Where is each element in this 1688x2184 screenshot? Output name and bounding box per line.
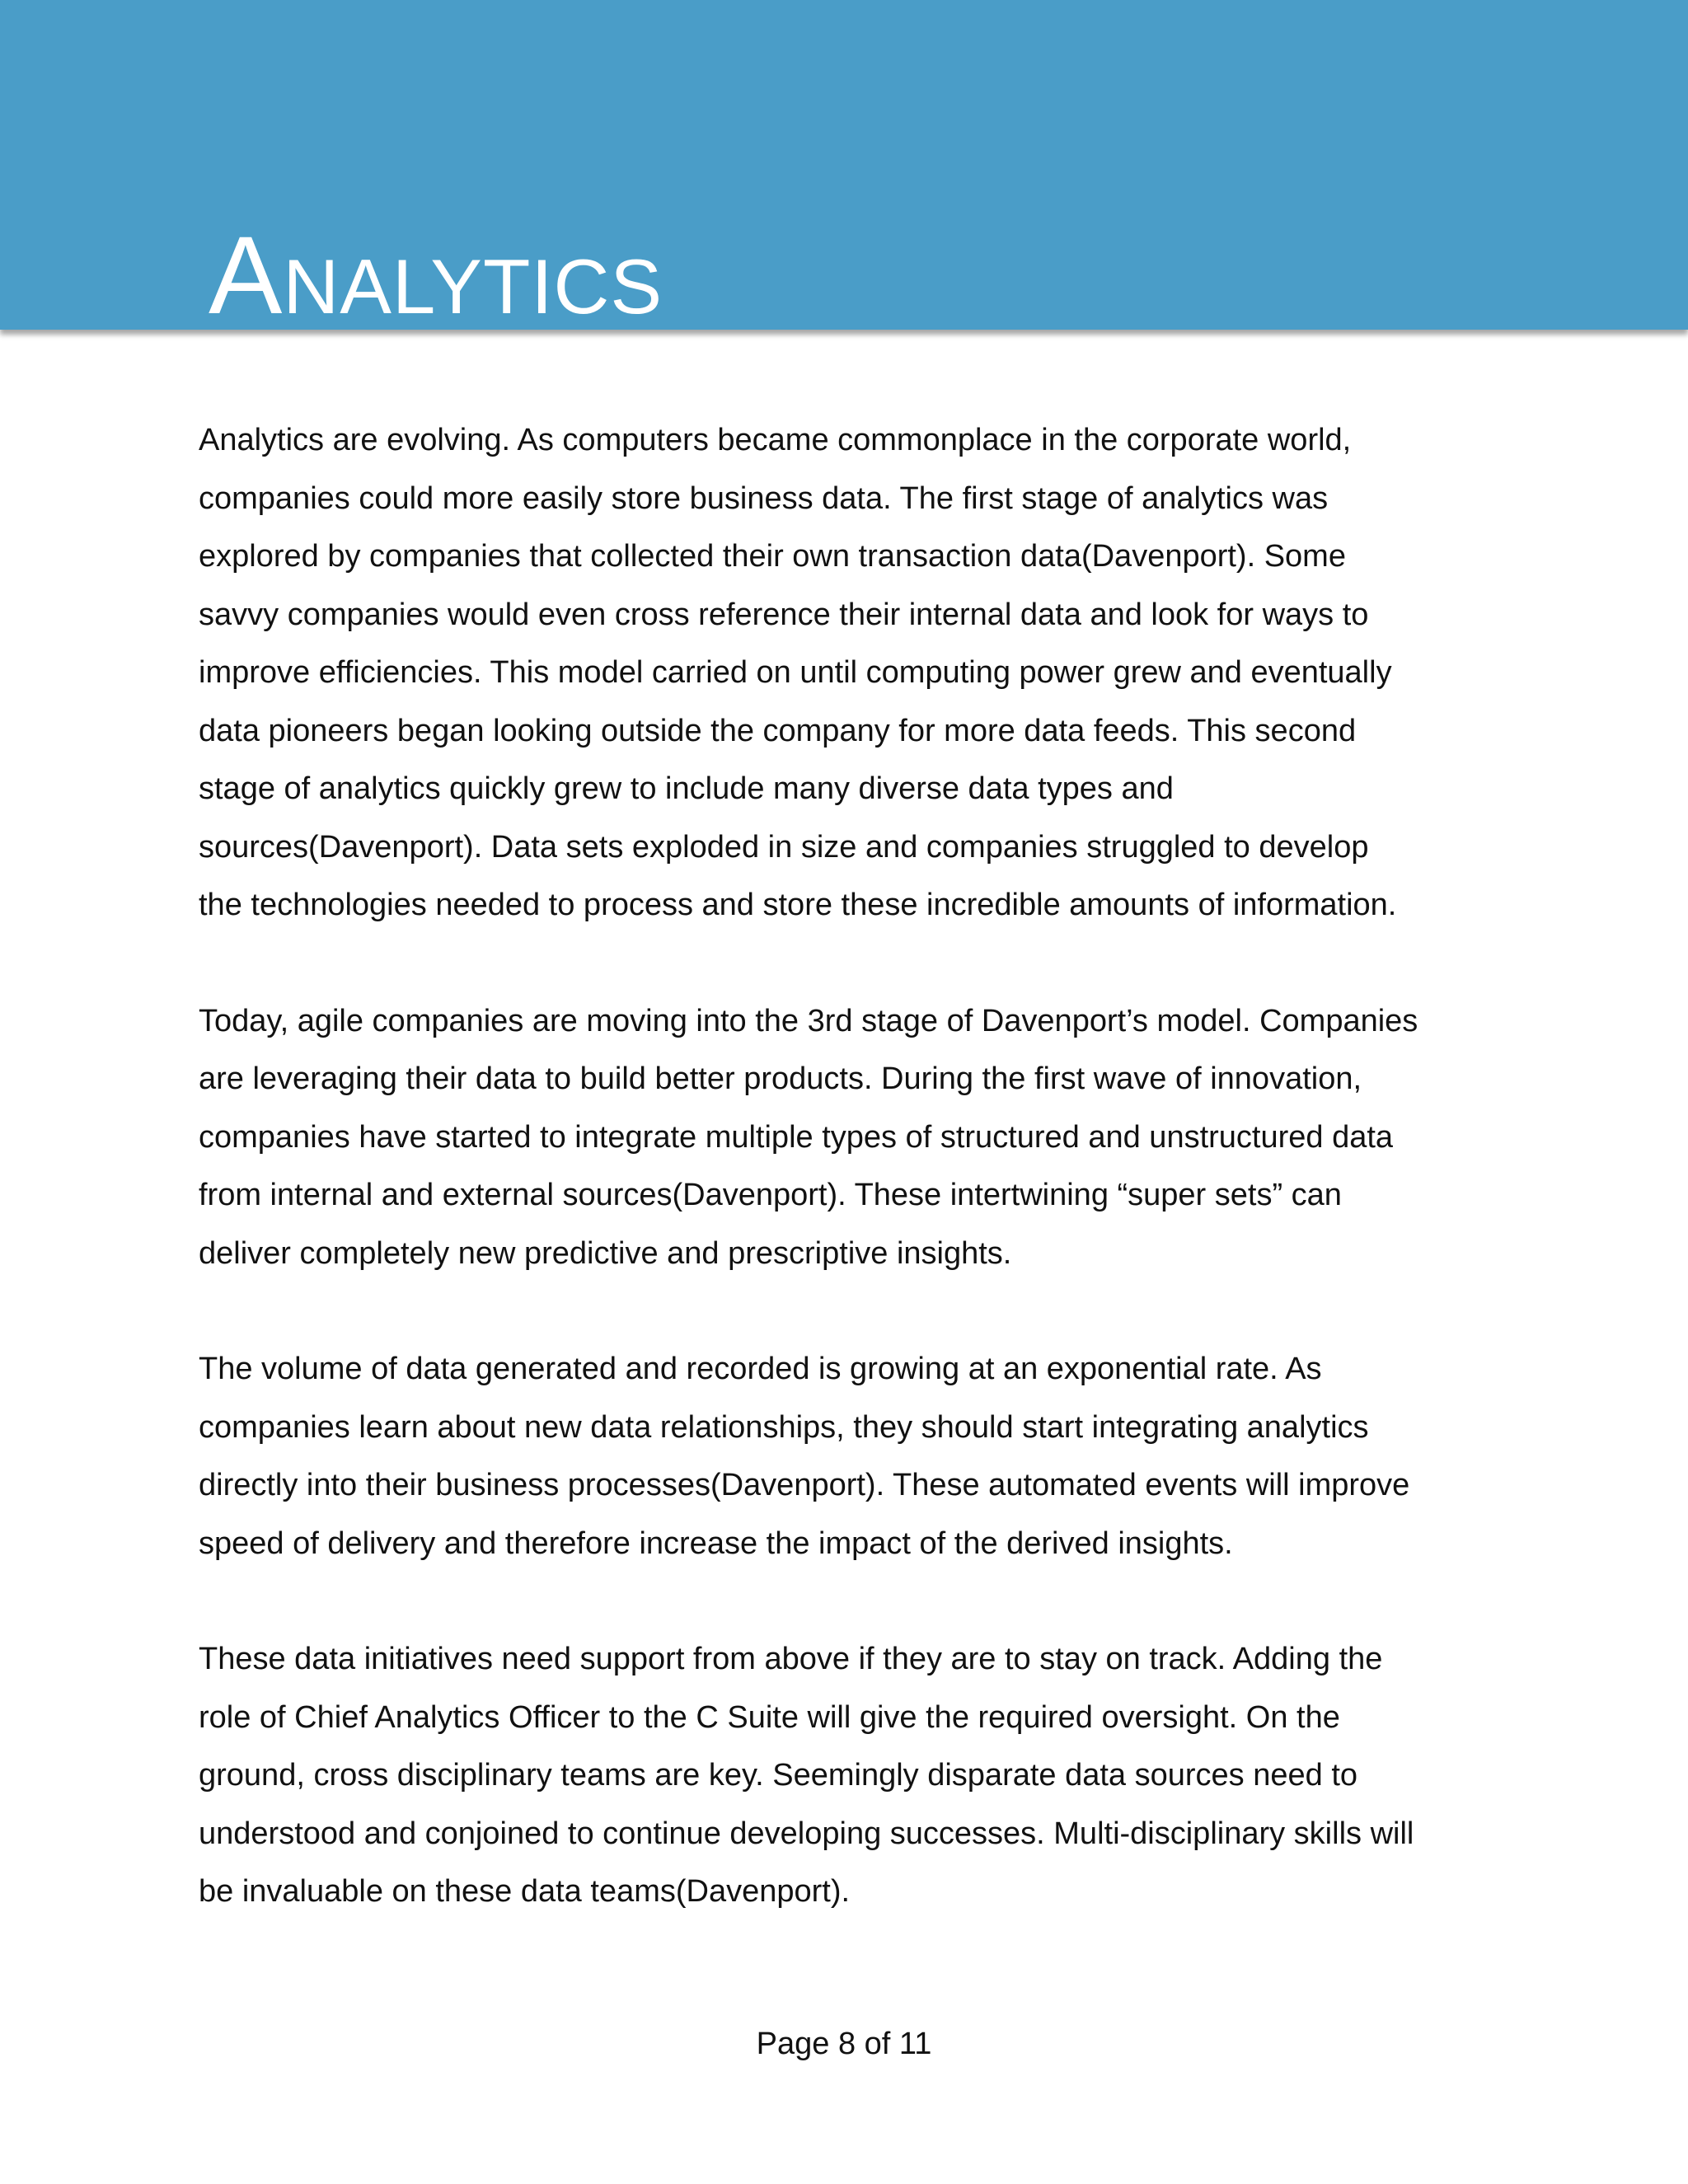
body-text xyxy=(199,411,1517,1979)
paragraph-1 xyxy=(199,411,1517,935)
text-line: The volume of data generated and recorded is growing at an exponential rate. As xyxy=(199,1352,1322,1386)
text-line: companies learn about new data relationships, they should start integrating analytics xyxy=(199,1409,1369,1445)
paragraph-4 xyxy=(199,1630,1517,1921)
text-line: Today, agile companies are moving into the 3rd stage of Davenport’s model. Companies xyxy=(199,1003,1418,1038)
text-line: data pioneers began looking outside the company for more data feeds. This second xyxy=(199,713,1357,748)
text-line: Analytics are evolving. As computers became commonplace in the corporate world, xyxy=(199,423,1352,457)
page-number: Page 8 of 11 xyxy=(756,2027,932,2061)
text-line: speed of delivery and therefore increase the impact of the derived insights. xyxy=(199,1526,1233,1561)
paragraph-3 xyxy=(199,1340,1517,1572)
text-line: companies could more easily store business data. The first stage of analytics was xyxy=(199,480,1329,516)
text-line: are leveraging their data to build better products. During the first wave of innovation, xyxy=(199,1062,1362,1096)
text-line: explored by companies that collected their own transaction data(Davenport). Some xyxy=(199,539,1346,574)
text-line: savvy companies would even cross reference their internal data and look for ways to xyxy=(199,597,1369,632)
text-line: be invaluable on these data teams(Davenport). xyxy=(199,1874,851,1909)
text-line: sources(Davenport). Data sets exploded in size and companies struggled to develop xyxy=(199,829,1369,865)
text-line: ground, cross disciplinary teams are key. Seemingly disparate data sources need to xyxy=(199,1758,1358,1793)
text-line: from internal and external sources(Davenport). These intertwining “super sets” can xyxy=(199,1178,1342,1212)
text-line: understood and conjoined to continue developing successes. Multi-disciplinary skills will xyxy=(199,1816,1414,1851)
text-line: companies have started to integrate multiple types of structured and unstructured data xyxy=(199,1119,1394,1155)
text-line: directly into their business processes(Davenport). These automated events will improve xyxy=(199,1468,1410,1502)
page-title: Analytics xyxy=(209,214,663,337)
text-line: These data initiatives need support from above if they are to stay on track. Adding the xyxy=(199,1642,1383,1676)
text-line: improve efficiencies. This model carried on until computing power grew and eventually xyxy=(199,655,1392,690)
text-line: deliver completely new predictive and prescriptive insights. xyxy=(199,1235,1012,1271)
text-line: role of Chief Analytics Officer to the C Suite will give the required oversight. On the xyxy=(199,1699,1340,1735)
text-line: stage of analytics quickly grew to include many diverse data types and xyxy=(199,771,1174,806)
paragraph-2 xyxy=(199,992,1517,1283)
text-line: the technologies needed to process and store these incredible amounts of information. xyxy=(199,888,1397,922)
